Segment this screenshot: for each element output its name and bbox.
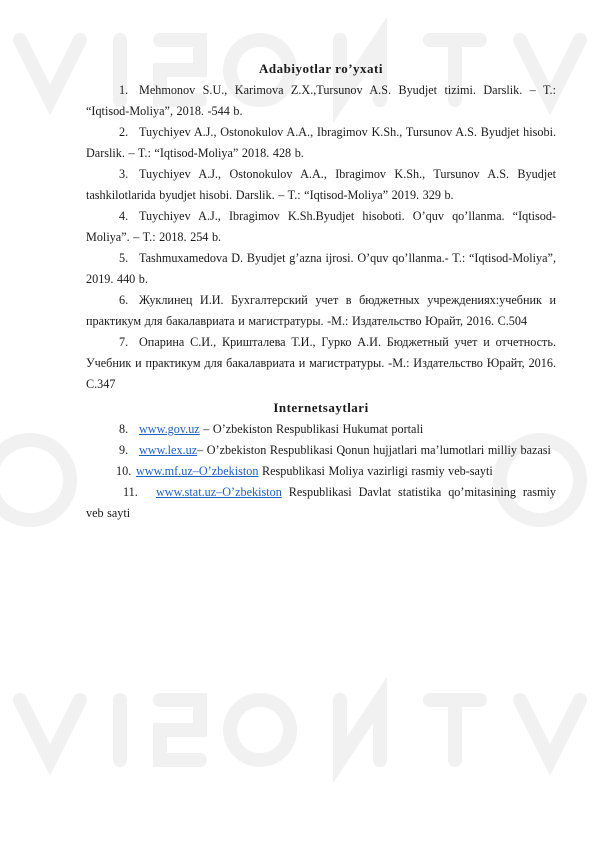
reference-number: 4. [119, 209, 129, 223]
reference-item-2 [86, 122, 556, 164]
reference-item-5 [86, 248, 556, 290]
reference-item-4 [86, 206, 556, 248]
website-item-11 [86, 482, 556, 524]
website-number: 8. [119, 422, 129, 436]
reference-list-content [86, 58, 556, 524]
reference-number: 3. [119, 167, 129, 181]
reference-number: 2. [119, 125, 129, 139]
website-link-mf-uz[interactable]: www.mf.uz–O’zbekiston [136, 464, 259, 478]
website-description: Respublikasi Moliya vazirligi rasmiy veb-sayti [258, 464, 493, 478]
reference-item-6 [86, 290, 556, 332]
website-description: – O’zbekiston Respublikasi Hukumat portali [199, 422, 424, 436]
reference-item-3 [86, 164, 556, 206]
reference-text: Tashmuxamedova D. Byudjet g’azna ijrosi. O’quv qo’llanma.- T.: “Iqtisod-Moliya”, 2019. 440 b. [86, 251, 556, 286]
reference-text: Жуклинец И.И. Бухгалтерский учет в бюджетных учреждениях:учебник и практикум для бакалавриата и магистратуры. -М.: Издательство Юрайт, 2016. С.504 [86, 293, 556, 328]
reference-number: 7. [119, 335, 129, 349]
website-number: 9. [119, 443, 129, 457]
website-link-gov-uz[interactable]: www.gov.uz [139, 422, 200, 436]
reference-text: Mehmonov S.U., Karimova Z.X.,Tursunov A.S. Byudjet tizimi. Darslik. – T.: “Iqtisod-Moliya”, 2018. -544 b. [86, 83, 556, 118]
website-description: – O’zbekiston Respublikasi Qonun hujjatlari ma’lumotlari milliy bazasi [197, 443, 551, 457]
reference-number: 5. [119, 251, 129, 265]
website-link-stat-uz[interactable]: www.stat.uz–O’zbekiston [156, 485, 282, 499]
website-description: Respublikasi Davlat statistika qo’mitasining rasmiy veb sayti [86, 485, 556, 520]
reference-item-7 [86, 332, 556, 395]
website-item-9 [86, 440, 556, 461]
reference-item-1 [86, 80, 556, 122]
reference-number: 1. [119, 83, 129, 97]
website-link-lex-uz[interactable]: www.lex.uz [139, 443, 198, 457]
reference-text: Tuychiyev A.J., Ostonokulov A.A., Ibragimov K.Sh., Tursunov A.S. Byudjet tashkilotlarida byudjet hisobi. Darslik. – T.: “Iqtisod-Moliya” 2019. 329 b. [86, 167, 556, 202]
reference-number: 6. [119, 293, 129, 307]
websites-heading: Internetsaytlari [273, 400, 369, 415]
website-number: 10. [116, 464, 132, 478]
website-item-8 [86, 419, 556, 440]
website-number: 11. [123, 485, 138, 499]
reference-text: Опарина С.И., Кришталева Т.И., Гурко А.И. Бюджетный учет и отчетность. Учебник и практикум для бакалавриата и магистратуры. -М.: Издательство Юрайт, 2016. С.347 [86, 335, 556, 391]
website-item-10 [86, 461, 556, 482]
reference-text: Tuychiyev A.J., Ostonokulov A.A., Ibragimov K.Sh., Tursunov A.S. Byudjet hisobi. Darslik. – T.: “Iqtisod-Moliya” 2018. 428 b. [86, 125, 556, 160]
reference-text: Tuychiyev A.J., Ibragimov K.Sh.Byudjet hisoboti. O’quv qo’llanma. “Iqtisod-Moliya”. – T.: 2018. 254 b. [86, 209, 556, 244]
references-heading: Adabiyotlar ro’yxati [259, 61, 383, 76]
